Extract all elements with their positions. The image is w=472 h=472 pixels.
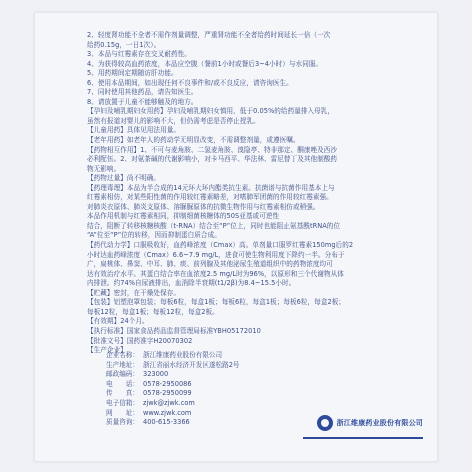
leaflet-line: 达有效治疗水平。其蛋白结合率在血浓度2.5 mg/L时为96%，以原形和三个代谢物从体 [87, 269, 344, 278]
leaflet-line: 红霉素相仿，对某些阳性菌的作用较红霉素略差，对嗜肺军团菌的作用较红霉素强。 [87, 193, 333, 202]
company-info-label: 网 址： [106, 408, 139, 417]
company-info-value: 323000 [143, 370, 169, 379]
company-info-label: 电子信箱： [106, 398, 139, 407]
company-info-row [87, 351, 427, 361]
company-info-value: 浙江省丽水经济开发区遂松路2号 [143, 360, 240, 369]
company-info-label: 邮政编码： [106, 370, 139, 379]
leaflet-line: 内排泄。约74%自尿液排出，血消除半衰期(t1/2β)为8.4~15.5小时。 [87, 279, 296, 288]
leaflet-line: 【儿童用药】具体见用法用量。 [87, 126, 181, 135]
company-logo-text: 浙江维康药业股份有限公司 [336, 419, 423, 427]
leaflet-line: 7、同时使用其他药品，请告知医生。 [87, 88, 198, 97]
leaflet-line: 虽然有报道对婴儿的影响不大，但仍需考虑是否停止授乳。 [87, 116, 260, 125]
leaflet-line: 小时达血药峰浓度（Cmax）6.6~7.9 mg/L，进食可使生物利用度下降约一半。分布于 [87, 250, 345, 259]
leaflet-line: 【批准文号】国药准字H20070302 [87, 336, 193, 345]
leaflet-line: 给药0.15g，一日1次）。 [87, 40, 161, 49]
company-info-row [87, 370, 427, 380]
leaflet-line: 4、为获得较高血药浓度，本品应空腹（餐前1小时或餐后3~4小时）与水同服。 [87, 59, 323, 68]
leaflet-line: 物无影响。 [87, 164, 121, 173]
leaflet-line: “A”位至“P”位的转移，因而抑制蛋白质合成。 [87, 231, 221, 240]
leaflet-line: 6、使用本品期间，如出现任何不良事件和/或不良反应，请咨询医生。 [87, 78, 293, 87]
leaflet-line: 【生产企业】 [87, 346, 127, 355]
company-info-row [87, 361, 427, 371]
company-info-value: zjwk@zjwk.com [143, 398, 195, 407]
leaflet-line: 【孕妇及哺乳期妇女用药】孕妇及哺乳期妇女慎用，低于0.05%的给药量排入母乳， [87, 107, 335, 116]
leaflet-line: 【执行标准】国家食品药品监督管理局标准YBH05172010 [87, 326, 261, 335]
leaflet-line: 对肺炎衣原体、肺炎支原体、溶脲脲原体的抗微生物作用与红霉素相仿或稍强。 [87, 202, 320, 211]
company-info-value: 0578-2950099 [143, 389, 192, 398]
leaflet-sheet [34, 12, 438, 462]
leaflet-line: 【药物相互作用】1、不可与麦角胺、二氢麦角胺、溴隐亭、特非那定、酮康唑及西沙 [87, 145, 338, 154]
logo-underline [303, 437, 423, 439]
leaflet-line: 【包装】铝塑泡罩包装；每板6粒，每盒1板；每板6粒，每盒1板；每板6粒，每盒2板； [87, 298, 345, 307]
company-info-row [87, 380, 427, 390]
leaflet-line: 必利配伍。2、对氨茶碱的代谢影响小，对卡马西平、华法林、雷尼替丁及其他制酸药 [87, 155, 338, 164]
leaflet-line: 【药代动力学】口服吸收好，血药峰浓度（Cmax）高。单剂量口服罗红霉素150mg后的2 [87, 241, 354, 250]
leaflet-line: 结合，阻断了转移核糖核酸（t-RNA）结合至“P”位上，同时也能阻止氨基酰tRNA的位 [87, 221, 341, 230]
company-logo-icon [317, 415, 333, 431]
company-info-value: 0578-2950086 [143, 379, 192, 388]
company-info-row [87, 389, 427, 399]
leaflet-line: 【药物过量】尚不明确。 [87, 174, 161, 183]
leaflet-line: 每板12粒，每盒1板；每板12粒，每盒2板。 [87, 307, 219, 316]
company-info-label: 质量咨询： [106, 418, 139, 427]
leaflet-line: 广，扁桃体、鼻窦、中耳、肺、痰、前列腺及其他泌尿生殖道组织中的药物浓度均可 [87, 260, 333, 269]
company-info-value: 400-615-3366 [143, 418, 190, 427]
company-info-label: 生产地址： [106, 360, 139, 369]
leaflet-line: 2、轻度肾功能不全者不需作剂量调整，严重肾功能不全者给药时间延长一倍（一次 [87, 31, 331, 39]
company-info-row [87, 399, 427, 409]
company-info-label: 企业名称： [106, 351, 139, 359]
leaflet-line: 本品作用机制与红霉素相同，抑制细菌核糖体的50S亚基或可逆性 [87, 212, 280, 221]
leaflet-text-block [87, 31, 427, 356]
leaflet-line: 8、请放置于儿童不能够触及的地方。 [87, 97, 198, 106]
leaflet-line: 【有效期】24个月。 [87, 317, 149, 326]
leaflet-line: 3、本品与红霉素存在交叉耐药性。 [87, 50, 191, 59]
leaflet-line: 【贮藏】密封，在干燥处保存。 [87, 288, 181, 297]
leaflet-line: 【老年用药】如老年人的药动学无明显改变，不需调整剂量，或遵医嘱。 [87, 136, 300, 145]
company-info-value: www.zjwk.com [143, 408, 192, 417]
company-info-label: 电 话： [106, 379, 139, 388]
leaflet-line: 【药理毒理】本品为半合成的14元环大环内酯类抗生素。抗菌谱与抗菌作用基本上与 [87, 183, 335, 192]
company-info-label: 传 真： [106, 389, 139, 398]
leaflet-line: 5、用药期间定期随访肝功能。 [87, 69, 178, 78]
company-logo [317, 415, 423, 431]
company-info-value: 浙江维康药业股份有限公司 [143, 351, 223, 359]
